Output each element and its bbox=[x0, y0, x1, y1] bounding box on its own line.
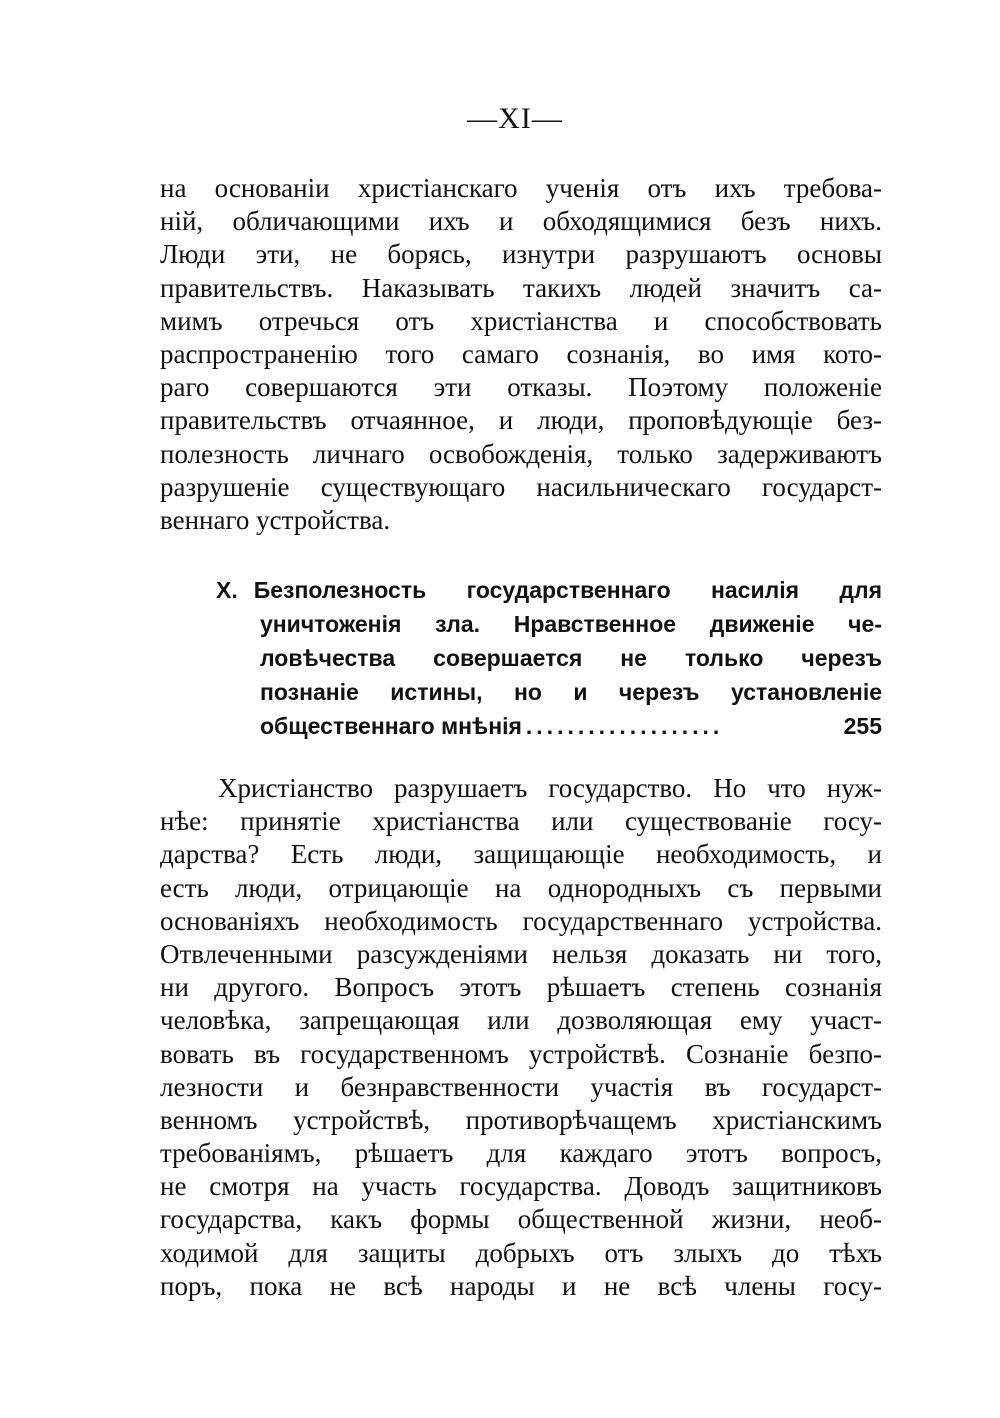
text-line: государства, какъ формы общественной жизни, необ- bbox=[160, 1204, 882, 1235]
text-line: человѣка, запрещающая или дозволяющая ему участ- bbox=[160, 1005, 882, 1036]
text-line: лезности и безнравственности участія въ государст- bbox=[160, 1071, 882, 1102]
text-line: на основаніи христіанскаго ученія отъ ихъ требова- bbox=[160, 173, 882, 203]
text-line: ни другого. Вопросъ этотъ рѣшаетъ степень сознанія bbox=[160, 972, 882, 1003]
toc-title-line: познаніе истины, но и черезъ установленіе bbox=[260, 679, 882, 705]
text-line: веннаго устройства. bbox=[160, 504, 391, 535]
page-number: —XI— bbox=[467, 102, 563, 135]
text-line: требованіямъ, рѣшаетъ для каждаго этотъ вопросъ, bbox=[160, 1138, 882, 1169]
text-line: Отвлеченными разсужденіями нельзя доказать ни того, bbox=[160, 938, 882, 969]
text-line: распространенію того самаго сознанія, во имя кото- bbox=[160, 338, 882, 369]
text-line: разрушеніе существующаго насильническаго государст- bbox=[160, 471, 882, 502]
text-line: вовать въ государственномъ устройствѣ. Сознаніе безпо- bbox=[160, 1038, 882, 1069]
text-line: Люди эти, не борясь, изнутри разрушаютъ основы bbox=[160, 239, 882, 270]
toc-line bbox=[216, 573, 882, 607]
paragraph-top bbox=[160, 172, 882, 537]
toc-line bbox=[216, 709, 882, 743]
paragraph-bottom bbox=[160, 772, 882, 1303]
toc-title-line: ловѣчества совершается не только черезъ bbox=[260, 645, 882, 671]
toc-title-line: уничтоженія зла. Нравственное движеніе че- bbox=[260, 611, 882, 637]
text-line: правительствъ отчаянное, и люди, проповѣдующіе без- bbox=[160, 405, 882, 436]
text-line: венномъ устройствѣ, противорѣчащемъ христіанскимъ bbox=[160, 1104, 882, 1135]
text-line: Христіанство разрушаетъ государство. Но что нуж- bbox=[218, 773, 882, 803]
text-line: мимъ отречься отъ христіанства и способствовать bbox=[160, 305, 882, 336]
text-line: полезность личнаго освобожденія, только задерживаютъ bbox=[160, 438, 882, 469]
toc-page-number: 255 bbox=[843, 713, 882, 739]
text-line: ходимой для защиты добрыхъ отъ злыхъ до тѣхъ bbox=[160, 1237, 882, 1268]
text-line: правительствъ. Наказывать такихъ людей значитъ са- bbox=[160, 272, 882, 303]
text-line: ній, обличающими ихъ и обходящимися безъ нихъ. bbox=[160, 206, 882, 237]
toc-section-number: X. bbox=[216, 577, 238, 603]
text-line: не смотря на участь государства. Доводъ защитниковъ bbox=[160, 1171, 882, 1202]
text-line: нѣе: принятіе христіанства или существованіе госу- bbox=[160, 806, 882, 837]
toc-title-line: Безполезность государственнаго насилія для bbox=[253, 577, 882, 603]
toc-dot-leader: ................... bbox=[525, 713, 724, 739]
text-line: дарства? Есть люди, защищающіе необходимость, и bbox=[160, 839, 882, 870]
text-line: есть люди, отрицающіе на однородныхъ съ первыми bbox=[160, 872, 882, 903]
toc-entry bbox=[216, 573, 882, 743]
text-line: поръ, пока не всѣ народы и не всѣ члены госу- bbox=[160, 1270, 882, 1301]
toc-title-line: общественнаго мнѣнія bbox=[260, 713, 522, 739]
text-line: основаніяхъ необходимость государственнаго устройства. bbox=[160, 905, 882, 936]
text-line: раго совершаются эти отказы. Поэтому положеніе bbox=[160, 372, 882, 403]
